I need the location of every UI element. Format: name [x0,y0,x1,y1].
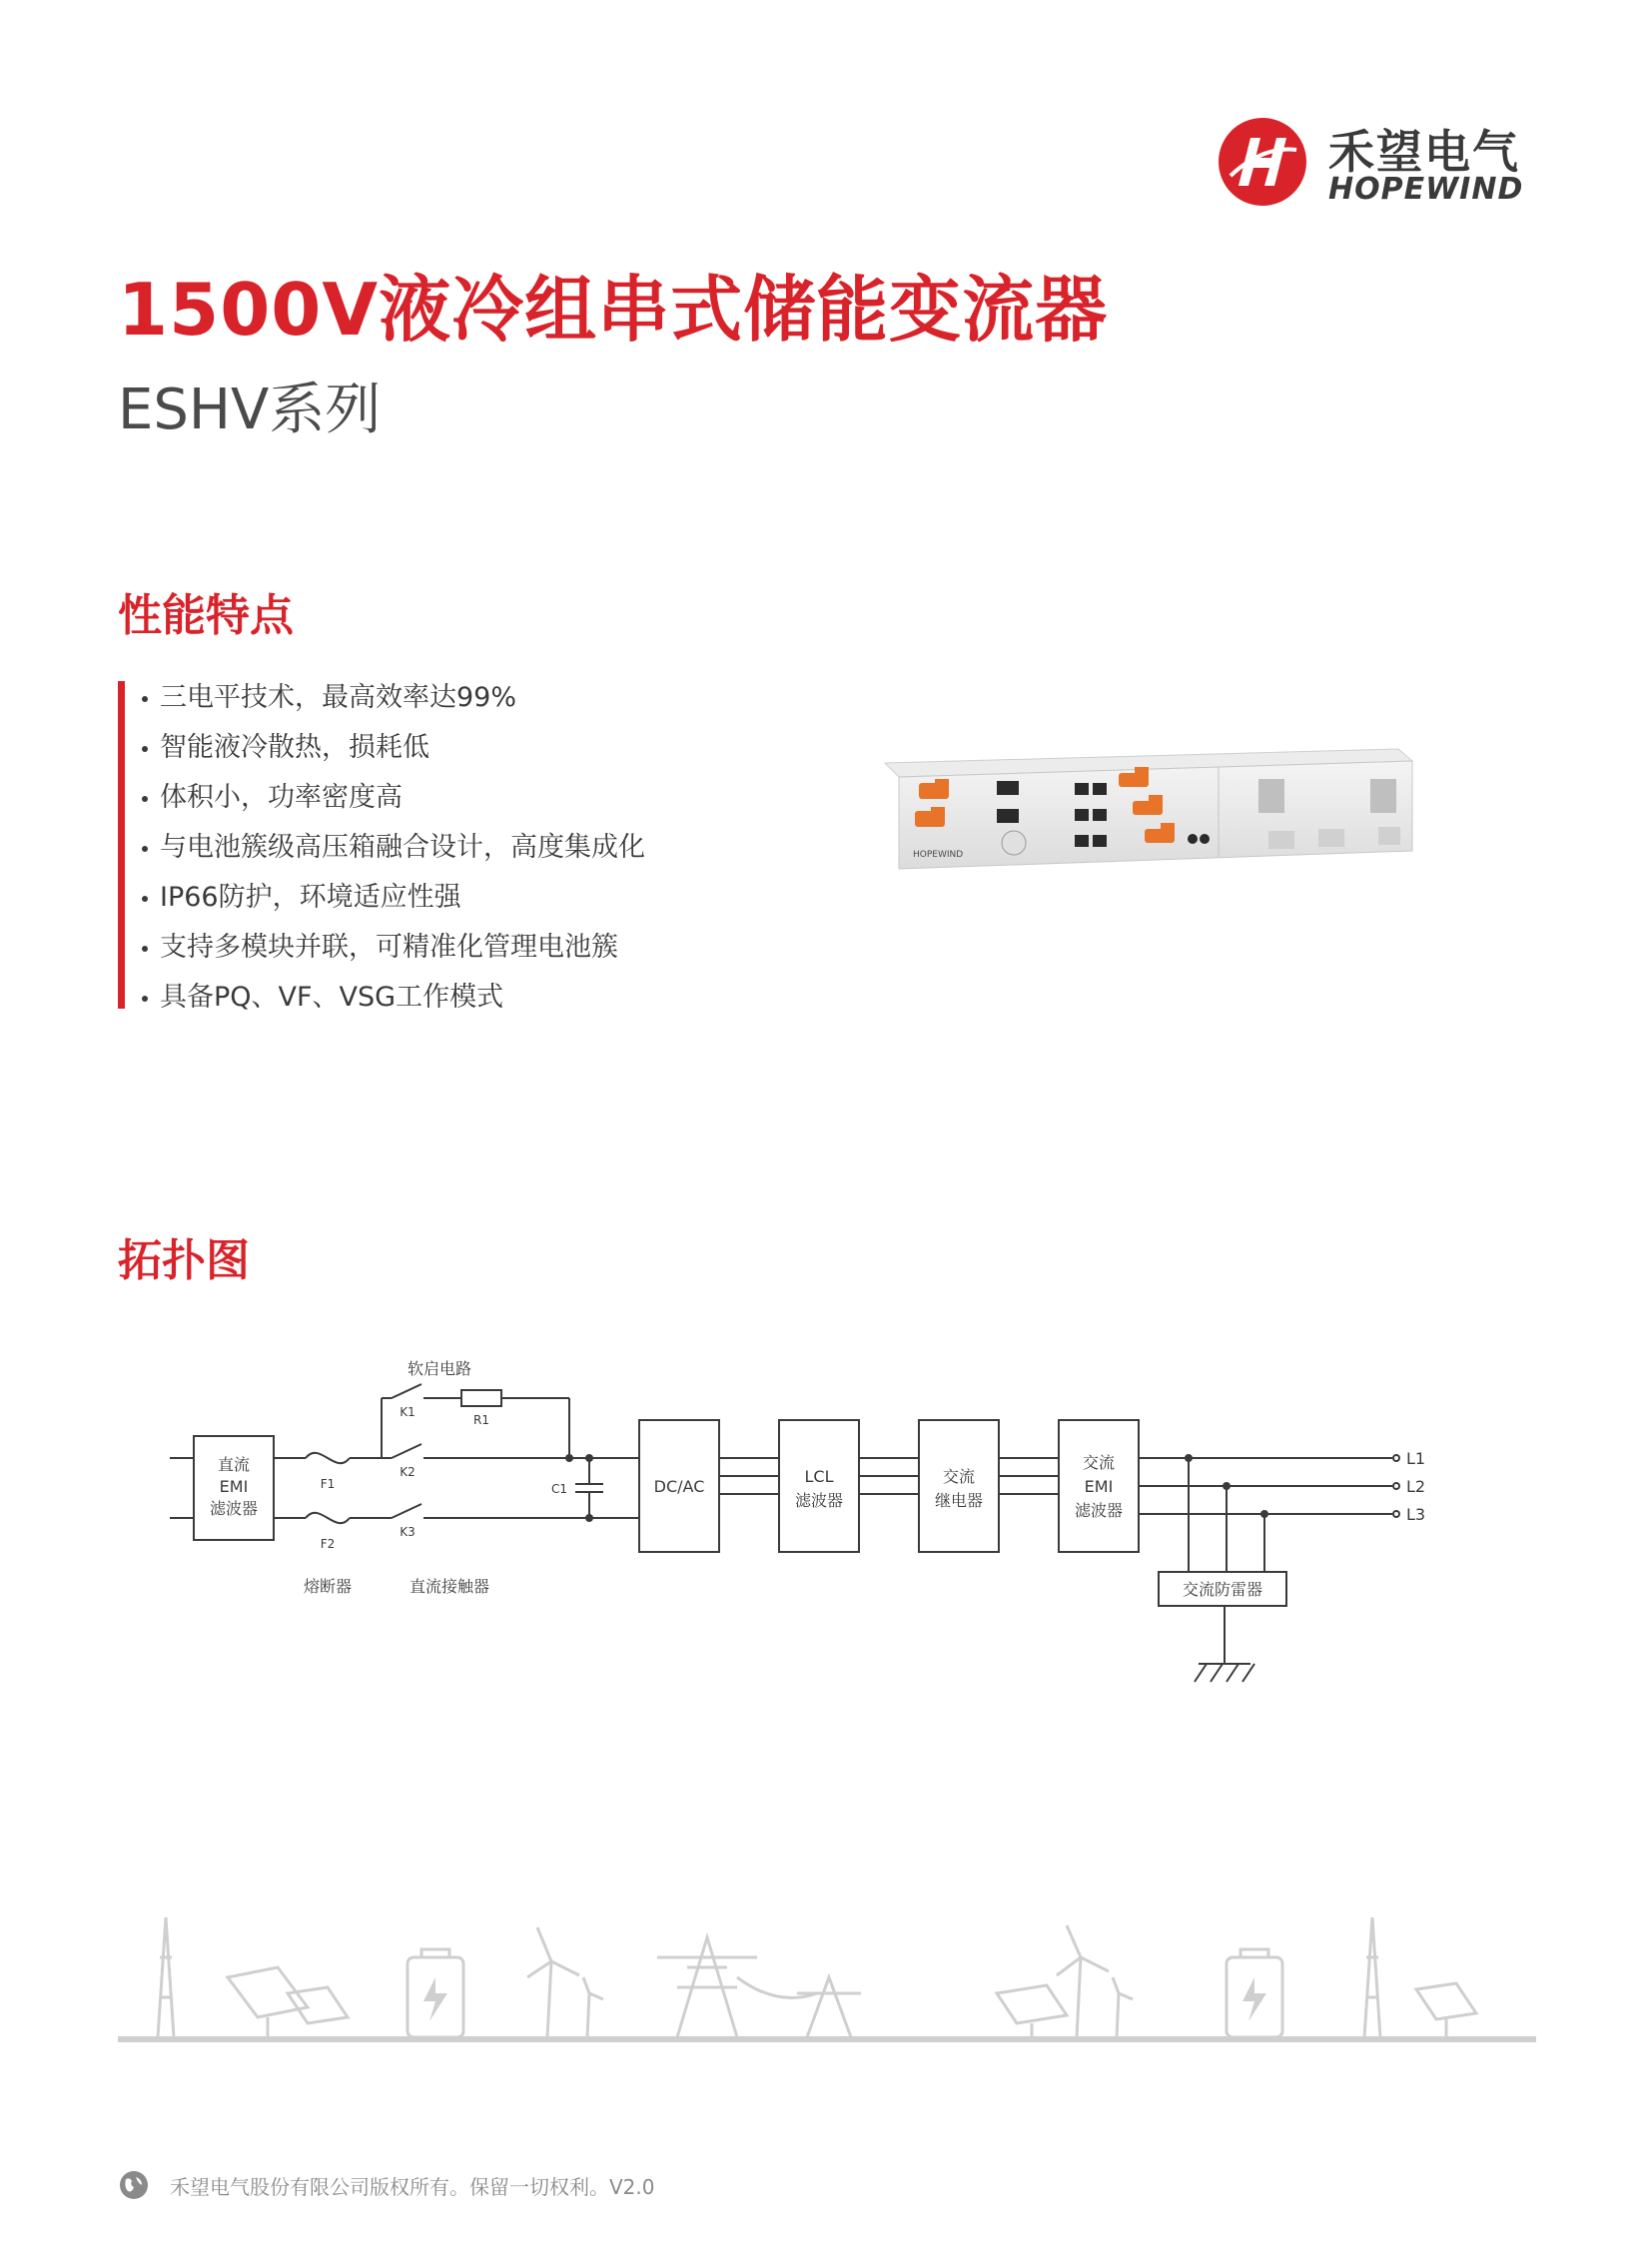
dc-emi-label: EMI [219,1477,249,1496]
dcac-label: DC/AC [653,1477,705,1496]
bullet-icon [142,946,148,952]
l3-label: L3 [1406,1505,1426,1524]
logo-name-cn: 禾望电气 [1328,125,1520,179]
bullet-icon [142,796,148,802]
r1-label: R1 [473,1413,489,1427]
k1-label: K1 [400,1405,415,1419]
bullet-icon [142,896,148,902]
copyright-text: 禾望电气股份有限公司版权所有。保留一切权利。V2.0 [170,2175,655,2199]
features-accent-bar [118,681,125,1009]
feature-item: 三电平技术，最高效率达99% [142,673,645,723]
bullet-icon [142,696,148,702]
fuse-label: 熔断器 [303,1577,353,1596]
dc-contactor-label: 直流接触器 [409,1577,490,1596]
f2-label: F2 [320,1537,336,1551]
feature-item: 体积小，功率密度高 [142,773,645,823]
feature-item: 与电池簇级高压箱融合设计，高度集成化 [142,823,645,873]
feature-item: 支持多模块并联，可精准化管理电池簇 [142,923,645,973]
page-title: 1500V液冷组串式储能变流器 [118,268,1109,352]
page-subtitle: ESHV系列 [118,377,382,442]
l2-label: L2 [1406,1477,1426,1496]
bullet-icon [142,746,148,752]
features-list [142,673,645,1023]
globe-icon [118,2169,150,2201]
feature-item: IP66防护，环境适应性强 [142,873,645,923]
footer-illustration [118,1897,1536,2057]
feature-item: 智能液冷散热，损耗低 [142,723,645,773]
k2-label: K2 [400,1465,415,1479]
ac-contactor-label: 继电器 [934,1491,984,1510]
l1-label: L1 [1406,1449,1426,1468]
product-image [879,739,1418,879]
dc-emi-label: 滤波器 [209,1499,259,1518]
ac-emi-label: EMI [1084,1477,1114,1496]
c1-label: C1 [550,1482,568,1496]
feature-item: 具备PQ、VF、VSG工作模式 [142,973,645,1023]
features-heading: 性能特点 [118,590,294,641]
topology-diagram [160,1358,1458,1718]
company-logo [1217,112,1536,212]
bullet-icon [142,996,148,1002]
k3-label: K3 [400,1525,415,1539]
f1-label: F1 [320,1477,336,1491]
topology-heading: 拓扑图 [118,1235,250,1286]
ac-spd-label: 交流防雷器 [1182,1580,1263,1599]
ac-emi-label: 交流 [1082,1453,1116,1472]
ac-emi-label: 滤波器 [1074,1501,1124,1520]
product-brand-label: HOPEWIND [913,850,964,860]
soft-start-label: 软启电路 [407,1359,472,1378]
dc-emi-label: 直流 [217,1455,251,1474]
ac-contactor-label: 交流 [942,1467,976,1486]
logo-name-en: HOPEWIND [1328,172,1524,207]
lcl-label: 滤波器 [794,1491,844,1510]
bullet-icon [142,846,148,852]
lcl-label: LCL [804,1467,834,1486]
hopewind-logo-mark [1217,116,1308,208]
